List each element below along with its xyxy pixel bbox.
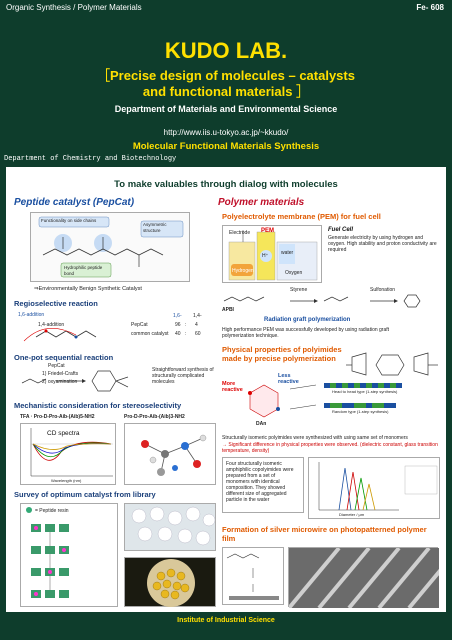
graft-scheme-svg bbox=[220, 287, 440, 317]
polyimide-scheme-svg bbox=[220, 369, 440, 435]
department: Department of Materials and Environmental Science bbox=[114, 104, 338, 114]
fig-label-side-chains: Functionality on side chains bbox=[41, 218, 97, 223]
peptide-structure-figure bbox=[30, 212, 190, 282]
random-type-label: Random type (1-step synthesis) bbox=[332, 409, 389, 414]
lab-title: KUDO LAB. bbox=[164, 38, 288, 63]
footer-institute: Institute of Industrial Science bbox=[177, 617, 275, 624]
polyimide-heading: Physical properties of polyimides made by precise polymerization bbox=[222, 345, 342, 363]
cd-spectra-label: CD spectra bbox=[47, 430, 80, 437]
regio-row-name: common catalyst bbox=[131, 331, 169, 337]
regio-row bbox=[131, 330, 211, 339]
regio-row-name: PepCat bbox=[131, 322, 148, 328]
fig-label-hydrophilic: Hydrophilic peptide bond bbox=[64, 265, 103, 276]
beads-photo-2-svg bbox=[125, 558, 217, 608]
library-legend: = Peptide resin bbox=[35, 508, 69, 514]
lab-url[interactable]: http://www.iis.u-tokyo.ac.jp/~kkudo/ bbox=[163, 128, 289, 137]
onepot-step-1: 1) Friedel-Crafts bbox=[42, 371, 79, 377]
pem-electrode-label: Electrode bbox=[229, 230, 251, 236]
pem-label: PEM bbox=[261, 228, 275, 234]
more-reactive-label: More reactive bbox=[222, 381, 243, 393]
poster-code: Fe- 608 bbox=[416, 3, 444, 12]
cd-spectra-plot bbox=[20, 423, 116, 485]
radiation-graft-label: Radiation graft polymerization bbox=[264, 317, 351, 323]
regio-row-colon: : bbox=[185, 331, 187, 337]
sulfonation-label: Sulfonation bbox=[370, 287, 396, 293]
intro-heading: To make valuables through dialog with molecules bbox=[114, 179, 338, 190]
peptide-3d-svg bbox=[125, 424, 217, 486]
top-bar bbox=[0, 0, 452, 16]
pem-heading: Polyelectrolyte membrane (PEM) for fuel cell bbox=[222, 212, 381, 221]
category-label: Organic Synthesis / Polymer Materials bbox=[6, 3, 142, 12]
particle-x-axis-label: Diameter / μm bbox=[339, 512, 365, 517]
mech-heading: Mechanistic consideration for stereoselectivity bbox=[14, 401, 182, 410]
subtitle-line-1: ［Precise design of molecules – catalysts bbox=[97, 68, 355, 83]
beads-photo-1 bbox=[124, 503, 216, 551]
beads-photo-1-svg bbox=[125, 504, 217, 552]
onepot-heading: One-pot sequential reaction bbox=[14, 353, 114, 362]
affiliation: Department of Chemistry and Biotechnology bbox=[4, 155, 177, 163]
lab-subtitle bbox=[0, 68, 452, 100]
group-name: Molecular Functional Materials Synthesis bbox=[132, 141, 320, 152]
dan-label: DAn bbox=[256, 421, 267, 427]
regio-row-a: 96 bbox=[175, 322, 181, 328]
regio-14-label: 1,4-addition bbox=[38, 322, 65, 328]
pem-hplus-label: H⁺ bbox=[262, 253, 269, 259]
content-panel bbox=[6, 167, 446, 612]
pem-fuel-cell-diagram bbox=[222, 225, 322, 283]
head-to-head-label: Head to head type (1-step synthesis) bbox=[332, 389, 398, 394]
subtitle-line-2: and functional materials ］ bbox=[142, 84, 310, 99]
polyimide-desc-1: Structurally isomeric polyimides were synthesized with using same set of monomers bbox=[222, 435, 408, 441]
pem-hydrogen-label: Hydrogen bbox=[232, 268, 254, 274]
styrene-label: Styrene bbox=[290, 287, 308, 293]
silver-heading: Formation of silver microwire on photopatterned polymer film bbox=[222, 525, 427, 543]
regio-row-b: 4 bbox=[195, 322, 198, 328]
onepot-catalyst: PepCat bbox=[48, 363, 65, 369]
silver-scheme-svg bbox=[223, 548, 285, 606]
regio-row-a: 40 bbox=[175, 331, 181, 337]
silver-scheme bbox=[222, 547, 284, 605]
fuel-cell-info bbox=[328, 227, 440, 253]
peptide-3d-model bbox=[124, 423, 216, 485]
pem-desc: High performance PEM was successfully developed by using radiation graft polymerization technique. bbox=[222, 327, 390, 339]
less-reactive-label: Less reactive bbox=[278, 373, 299, 385]
regio-col-14: 1,4- bbox=[193, 313, 202, 319]
fuel-cell-desc: Generate electricity by using hydrogen and oxygen. High stability and proton conductivity are required bbox=[328, 235, 437, 253]
polyimide-desc-3: Four structurally isomeric amphiphilic copolyimides were prepared from a set of monomers with identical composition. They showed different size of aggregated particle in the water bbox=[226, 461, 294, 503]
amphiphilic-desc-box bbox=[222, 457, 304, 513]
onepot-desc: Straightforward synthesis of structurally complicated molecules bbox=[152, 367, 214, 385]
regio-16-label: 1,6-addition bbox=[18, 312, 45, 318]
fig-label-asymmetric: Asymmetric structure bbox=[143, 222, 167, 233]
regio-row-b: 60 bbox=[195, 331, 201, 337]
regio-col-16: 1,6- bbox=[173, 313, 182, 319]
regio-heading: Regioselective reaction bbox=[14, 299, 98, 308]
aptbt-label: APBI bbox=[222, 307, 234, 313]
mech-compound-2: Pro-D-Pro-Aib-(Aib)3-NH2 bbox=[124, 414, 185, 420]
survey-heading: Survey of optimum catalyst from library bbox=[14, 490, 156, 499]
library-diagram bbox=[20, 503, 118, 607]
silver-sem-svg bbox=[289, 548, 439, 608]
beads-photo-2 bbox=[124, 557, 216, 607]
silver-sem-image bbox=[288, 547, 438, 607]
fuel-cell-title: Fuel Cell bbox=[328, 227, 354, 233]
particle-size-svg bbox=[309, 458, 441, 520]
mech-compound-1: TFA · Pro-D-Pro-Aib-(Aib)5-NH2 bbox=[20, 414, 95, 420]
onepot-step-2: 2) oxyamination bbox=[42, 379, 78, 385]
polyimide-desc-2: → Significant difference in physical properties were observed. (dielectric constant, glass transition temperature, density) bbox=[222, 442, 438, 454]
library-diagram-svg bbox=[21, 504, 119, 608]
cd-x-axis-label: Wavelength (nm) bbox=[51, 478, 82, 483]
regio-row bbox=[131, 321, 211, 330]
regio-row-colon: : bbox=[185, 322, 187, 328]
regio-table bbox=[131, 313, 211, 339]
pem-water-label: water bbox=[281, 250, 294, 256]
peptide-heading: Peptide catalyst (PepCat) bbox=[14, 197, 135, 208]
env-benign-text: ⇒Environmentally Benign Synthetic Catalyst bbox=[34, 286, 142, 292]
pem-oxygen-label: Oxygen bbox=[285, 270, 303, 276]
particle-size-chart bbox=[308, 457, 440, 519]
polymer-heading: Polymer materials bbox=[218, 197, 305, 208]
